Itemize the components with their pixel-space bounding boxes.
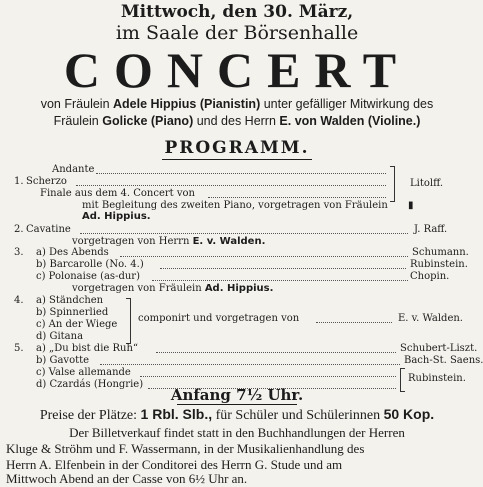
- sale-line-4: Mittwoch Abend an der Casse von 6½ Uhr an.: [6, 471, 248, 486]
- performer-name: Golicke (Piano): [102, 114, 194, 128]
- item-5-c-composer: Rubinstein.: [408, 373, 466, 384]
- performers-line-1: [0, 97, 474, 111]
- item-1-finale: Finale aus dem 4. Concert von: [40, 188, 195, 199]
- note-text: vorgetragen von Herrn: [72, 236, 193, 247]
- item-4-number: 4.: [14, 295, 24, 306]
- note-text: vorgetragen von Fräulein: [72, 283, 205, 294]
- item-3-c: c) Polonaise (as-dur): [36, 271, 140, 282]
- item-1-performer: Ad. Hippius.: [82, 211, 151, 222]
- concert-date: Mittwoch, den 30. März,: [120, 2, 354, 22]
- item-3-c-composer: Chopin.: [410, 271, 450, 282]
- leader-dots: [120, 255, 408, 257]
- item-1-scherzo: Scherzo: [26, 176, 67, 187]
- item-5-c: c) Valse allemande: [36, 367, 131, 378]
- leader-dots: [100, 363, 400, 365]
- item-5-number: 5.: [14, 343, 24, 354]
- programme-heading: PROGRAMM.: [0, 138, 474, 160]
- leader-dots: [140, 375, 396, 377]
- leader-dots: [160, 267, 406, 269]
- prices-text: für Schüler und Schülerinnen: [212, 408, 384, 423]
- start-time: Anfang 7½ Uhr.: [0, 386, 474, 405]
- note-performer: E. v. Walden.: [192, 236, 266, 247]
- performers-text: und des Herrn: [193, 114, 280, 128]
- prices-text: Preise der Plätze:: [39, 408, 141, 423]
- item-3-number: 3.: [14, 247, 24, 258]
- leader-dots: [76, 184, 386, 186]
- leader-dots: [96, 172, 386, 174]
- sale-line-3: Herrn A. Elfenbein in der Conditorei des Herrn G. Stude und am: [6, 457, 343, 472]
- item-5-a-composer: Schubert-Liszt.: [400, 343, 478, 354]
- performer-name: Adele Hippius (Pianistin): [113, 97, 261, 111]
- item-1-number: 1.: [14, 176, 24, 187]
- item-4-note: componirt und vorgetragen von: [138, 313, 300, 324]
- item-4-composer: E. v. Walden.: [398, 313, 463, 324]
- item-2-title: Cavatine: [26, 224, 71, 235]
- leader-dots: [156, 351, 396, 353]
- item-3-a: a) Des Abends: [36, 247, 109, 258]
- item-3-a-composer: Schumann.: [412, 247, 469, 258]
- item-1-andante: Andante: [52, 164, 95, 175]
- leader-dots: [208, 196, 386, 198]
- item-5-b: b) Gavotte: [36, 355, 90, 366]
- item-4-d: d) Gitana: [36, 331, 84, 342]
- item-4-b: b) Spinnerlied: [36, 307, 109, 318]
- item-5-d: d) Czardás (Hongrie): [36, 379, 144, 390]
- item-3-note: [72, 283, 273, 295]
- sale-line-2: Kluge & Ströhm und F. Wassermann, in der Musikalienhandlung des: [6, 441, 365, 456]
- performers-text: unter gefälliger Mitwirkung des: [260, 97, 434, 111]
- poster-title: CONCERT: [63, 42, 411, 98]
- item-4-a: a) Ständchen: [36, 295, 104, 306]
- leader-dots: [152, 279, 408, 281]
- prices-line: [6, 406, 468, 424]
- item-1-note: mit Begleitung des zweiten Piano, vorgetragen von Fräulein: [82, 200, 388, 211]
- item-4-c: c) An der Wiege: [36, 319, 118, 330]
- item-1-marker: ▮: [408, 200, 414, 211]
- item-3-b-composer: Rubinstein.: [410, 259, 468, 270]
- performers-line-2: [0, 114, 474, 128]
- note-performer: Ad. Hippius.: [204, 283, 274, 294]
- item-5-b-composer: Bach-St. Saens.: [404, 355, 483, 366]
- leader-dots: [80, 232, 408, 234]
- performers-text: Fräulein: [53, 114, 103, 128]
- performers-text: von Fräulein: [40, 97, 113, 111]
- sale-line-1: Der Billetverkauf findet statt in den Buchhandlungen der Herren: [69, 425, 405, 440]
- leader-dots: [316, 321, 392, 323]
- price-adult: 1 Rbl. Slb.,: [140, 406, 213, 422]
- performer-name: E. von Walden (Violine.): [279, 114, 421, 128]
- item-1-brace: [390, 166, 395, 202]
- item-5-a: a) „Du bist die Ruh“: [36, 343, 139, 354]
- price-student: 50 Kop.: [383, 406, 435, 422]
- concert-venue: im Saale der Börsenhalle: [115, 22, 359, 44]
- item-1-composer: Litolff.: [410, 178, 444, 189]
- item-2-number: 2.: [14, 224, 24, 235]
- item-4-brace: [126, 298, 131, 344]
- item-2-composer: J. Raff.: [414, 224, 448, 235]
- item-3-b: b) Barcarolle (No. 4.): [36, 259, 144, 270]
